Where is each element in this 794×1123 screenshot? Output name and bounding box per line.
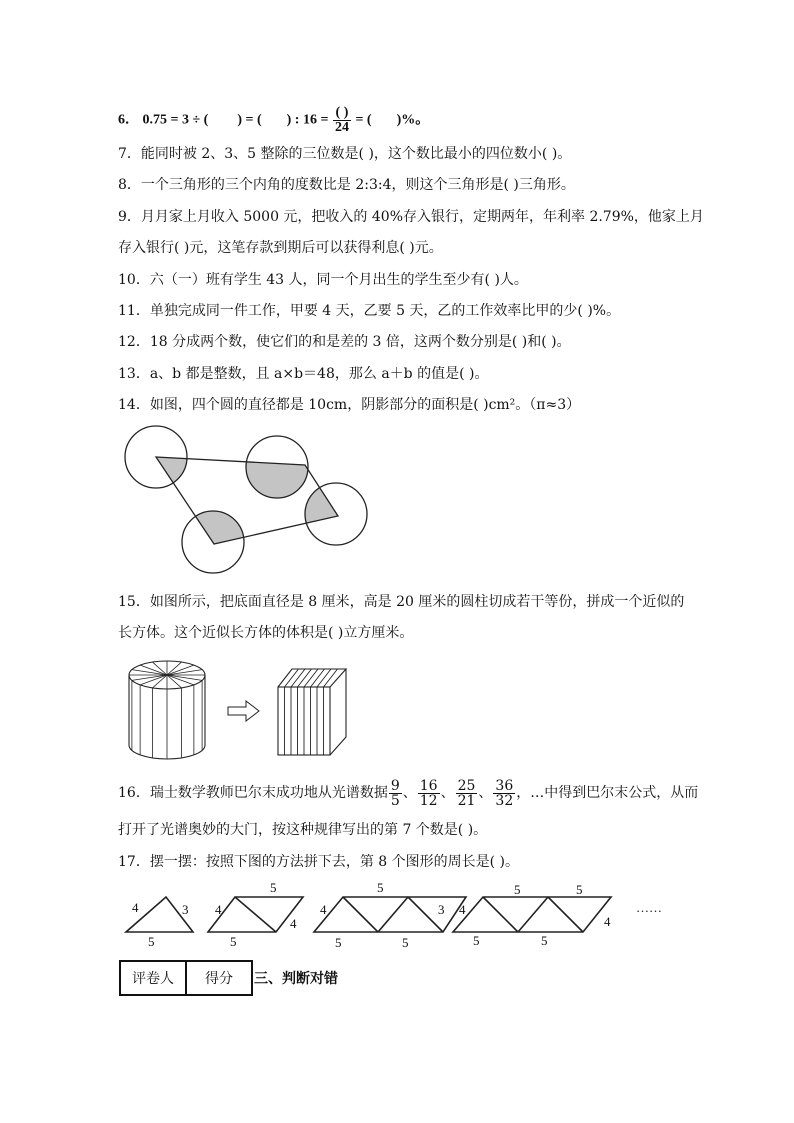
fraction-separator: 、: [478, 785, 493, 801]
fraction-separator: 、: [402, 785, 417, 801]
fig17-label-4e: 4: [459, 902, 466, 917]
circles-quadrilateral-figure: [118, 420, 378, 580]
fraction-denominator: 5: [390, 792, 400, 809]
question-11: 11．单独完成同一件工作，甲要 4 天，乙要 5 天，乙的工作效率比甲的少( )%。: [118, 303, 621, 319]
fig17-label-5g: 5: [514, 882, 521, 897]
question-9-line-1: 9．月月家上月收入 5000 元，把收入的 40%存入银行，定期两年，年利率 2.79%，他家上月: [118, 209, 704, 225]
fig17-label-5a: 5: [148, 934, 155, 949]
fraction-24: $\frac{( )}{24}$: [334, 105, 349, 135]
question-15-line-1: 15．如图所示，把底面直径是 8 厘米，高是 20 厘米的圆柱切成若干等份，拼成一个近似的: [118, 594, 685, 610]
fraction-numerator: 16: [419, 777, 438, 794]
cuboid-top-edge: [298, 669, 312, 687]
fig17-label-4c: 4: [290, 916, 297, 931]
cylinder-to-cuboid-figure: [118, 655, 368, 765]
question-10: 10．六（一）班有学生 43 人，同一个月出生的学生至少有( )人。: [118, 272, 528, 288]
fig17-label-5i: 5: [473, 933, 480, 948]
cuboid-top-edge: [304, 669, 318, 687]
question-17: 17．摆一摆：按照下图的方法拼下去，第 8 个图形的周长是( )。: [118, 854, 519, 870]
score-cell: 得分: [186, 961, 252, 995]
question-14: 14．如图，四个圆的直径都是 10cm，阴影部分的面积是( )cm²。（π≈3）: [118, 397, 581, 413]
question-13: 13．a、b 都是整数，且 a×b＝48，那么 a＋b 的值是( )。: [118, 366, 489, 382]
fraction-3: [493, 779, 515, 808]
fig17-label-4d: 4: [320, 902, 327, 917]
triangle-sequence-figure: [118, 880, 678, 950]
question-9-line-2: 存入银行( )元，这笔存款到期后可以获得利息( )元。: [118, 240, 443, 256]
grader-table: [119, 960, 253, 996]
fig17-label-3a: 3: [182, 902, 189, 917]
fig17-label-4f: 4: [604, 914, 611, 929]
fig17-label-4a: 4: [132, 900, 139, 915]
fig17-label-4b: 4: [215, 902, 222, 917]
balmer-fractions: [388, 777, 516, 809]
fraction-denominator: 12: [419, 792, 438, 809]
fraction-denominator: 21: [457, 792, 476, 809]
fraction-1: [418, 779, 440, 808]
fraction-numerator: 36: [495, 777, 514, 794]
cylinder-spoke: [167, 665, 194, 675]
fraction-0: [389, 779, 402, 808]
fraction-numerator: 9: [390, 777, 400, 794]
fig17-label-5j: 5: [541, 933, 548, 948]
fig17-ellipsis: ……: [636, 900, 662, 915]
fig17-label-5c: 5: [230, 934, 237, 949]
question-16-line-2: 打开了光谱奥妙的大门，按这种规律写出的第 7 个数是( )。: [118, 822, 488, 838]
question-15-line-2: 长方体。这个近似长方体的体积是( )立方厘米。: [118, 625, 414, 641]
cylinder-spoke: [140, 675, 167, 685]
fig17-label-3b: 3: [438, 902, 445, 917]
fig17-label-5f: 5: [402, 935, 409, 950]
cuboid-top-edge: [324, 669, 338, 687]
cuboid-top-edge: [285, 669, 299, 687]
fraction-separator: 、: [440, 785, 455, 801]
fig17-label-5h: 5: [576, 882, 583, 897]
fraction-denominator: 32: [495, 792, 514, 809]
cylinder-spoke: [167, 675, 194, 685]
fig17-label-5e: 5: [335, 935, 342, 950]
fig17-label-5d: 5: [377, 880, 384, 895]
cuboid-top-edge: [311, 669, 325, 687]
question-7: 7．能同时被 2、3、5 整除的三位数是( )，这个数比最小的四位数小( )。: [118, 146, 572, 162]
question-12: 12．18 分成两个数，使它们的和是差的 3 倍，这两个数分别是( )和( )。: [118, 334, 571, 350]
cuboid-top-edge: [317, 669, 331, 687]
reviewer-cell: 评卷人: [120, 961, 186, 995]
question-6: 6． 0.75 = 3 ÷ ( ) = ( ) : 16 = $\frac{( )}{24}$ = ( )%。: [118, 105, 430, 135]
section-title: 三、判断对错: [254, 971, 338, 987]
fraction-2: [456, 779, 478, 808]
fraction-numerator: 25: [457, 777, 476, 794]
fig17-label-5b: 5: [270, 880, 277, 895]
cylinder-spoke: [140, 665, 167, 675]
cuboid-top-edge: [291, 669, 305, 687]
question-16-line-1: 16．瑞士数学教师巴尔末成功地从光谱数据 $\frac{9}{5}$ 、 $\frac{16}{12}$ 、 $\frac{25}{21}$ 、 $\frac{36}{32}$ ，…中得到巴尔末公式，从而: [118, 777, 699, 809]
question-8: 8．一个三角形的三个内角的度数比是 2:3:4，则这个三角形是( )三角形。: [118, 177, 575, 193]
